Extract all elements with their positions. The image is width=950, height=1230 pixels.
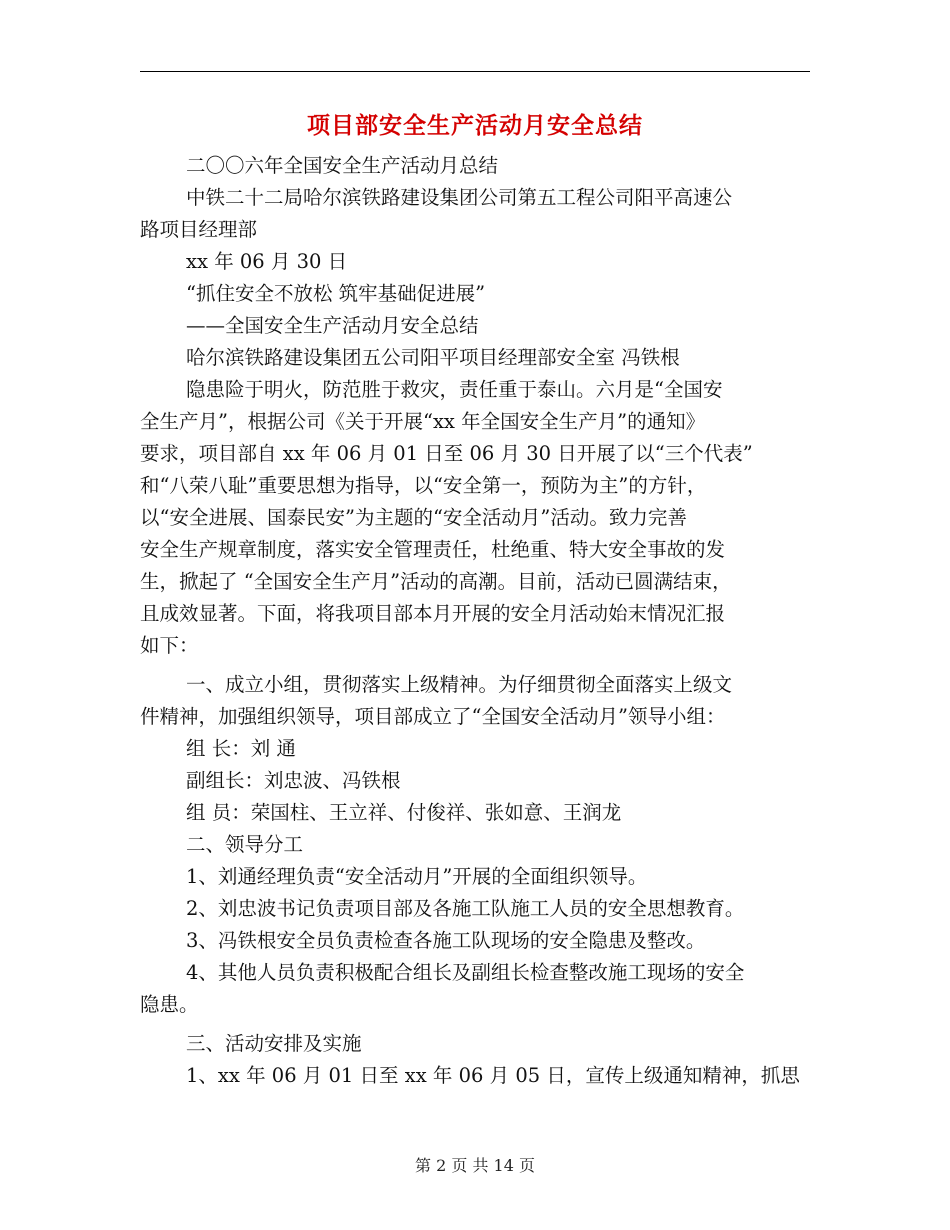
subtitle-line: ——全国安全生产活动月安全总结 — [186, 314, 479, 337]
paragraph-line: 生，掀起了 “全国安全生产月”活动的高潮。目前，活动已圆满结束， — [140, 570, 732, 593]
paragraph-line: 中铁二十二局哈尔滨铁路建设集团公司第五工程公司阳平高速公 — [186, 186, 733, 209]
list-item: 1、刘通经理负责“安全活动月”开展的全面组织领导。 — [186, 865, 648, 888]
author-line: 哈尔滨铁路建设集团五公司阳平项目经理部安全室 冯铁根 — [186, 346, 680, 369]
section-heading-line: 一、成立小组，贯彻落实上级精神。为仔细贯彻全面落实上级文 — [186, 673, 733, 696]
paragraph-line: 隐患险于明火，防范胜于救灾，责任重于泰山。六月是“全国安 — [186, 378, 723, 401]
slogan-line: “抓住安全不放松 筑牢基础促进展” — [186, 282, 486, 305]
deputy-leader-line: 副组长：刘忠波、冯铁根 — [186, 769, 401, 792]
paragraph-line: 以“安全进展、国泰民安”为主题的“安全活动月”活动。致力完善 — [140, 506, 687, 529]
header-rule — [140, 71, 810, 72]
paragraph-line: 路项目经理部 — [140, 218, 258, 241]
list-item: 4、其他人员负责积极配合组长及副组长检查整改施工现场的安全 — [186, 961, 745, 984]
paragraph-line: 要求，项目部自 xx 年 06 月 01 日至 06 月 30 日开展了以“三个代表” — [140, 442, 753, 465]
document-title: 项目部安全生产活动月安全总结 — [307, 112, 643, 139]
section-heading-line: 三、活动安排及实施 — [186, 1032, 362, 1055]
members-line: 组 员：荣国柱、王立祥、付俊祥、张如意、王润龙 — [186, 801, 622, 824]
leader-line: 组 长：刘 通 — [186, 737, 296, 760]
paragraph-line: 和“八荣八耻”重要思想为指导，以“安全第一，预防为主”的方针， — [140, 474, 707, 497]
paragraph-line: 且成效显著。下面，将我项目部本月开展的安全月活动始末情况汇报 — [140, 602, 726, 625]
paragraph-line: 安全生产规章制度，落实安全管理责任，杜绝重、特大安全事故的发 — [140, 538, 726, 561]
paragraph-line: 件精神，加强组织领导，项目部成立了“全国安全活动月”领导小组： — [140, 705, 726, 728]
date-line: xx 年 06 月 30 日 — [186, 250, 348, 273]
paragraph-line: 二〇〇六年全国安全生产活动月总结 — [186, 154, 499, 177]
list-item-continuation: 隐患。 — [140, 993, 199, 1016]
list-item: 2、刘忠波书记负责项目部及各施工队施工人员的安全思想教育。 — [186, 897, 745, 920]
document-body — [140, 150, 812, 1092]
paragraph-line: 如下： — [140, 634, 199, 657]
section-heading-line: 二、领导分工 — [186, 833, 304, 856]
list-item: 3、冯铁根安全员负责检查各施工队现场的安全隐患及整改。 — [186, 929, 706, 952]
paragraph-line: 全生产月”，根据公司《关于开展“xx 年全国安全生产月”的通知》 — [140, 410, 706, 433]
list-item: 1、xx 年 06 月 01 日至 xx 年 06 月 05 日，宣传上级通知精神，抓思 — [186, 1064, 800, 1087]
page-number: 第 2 页 共 14 页 — [415, 1156, 535, 1175]
